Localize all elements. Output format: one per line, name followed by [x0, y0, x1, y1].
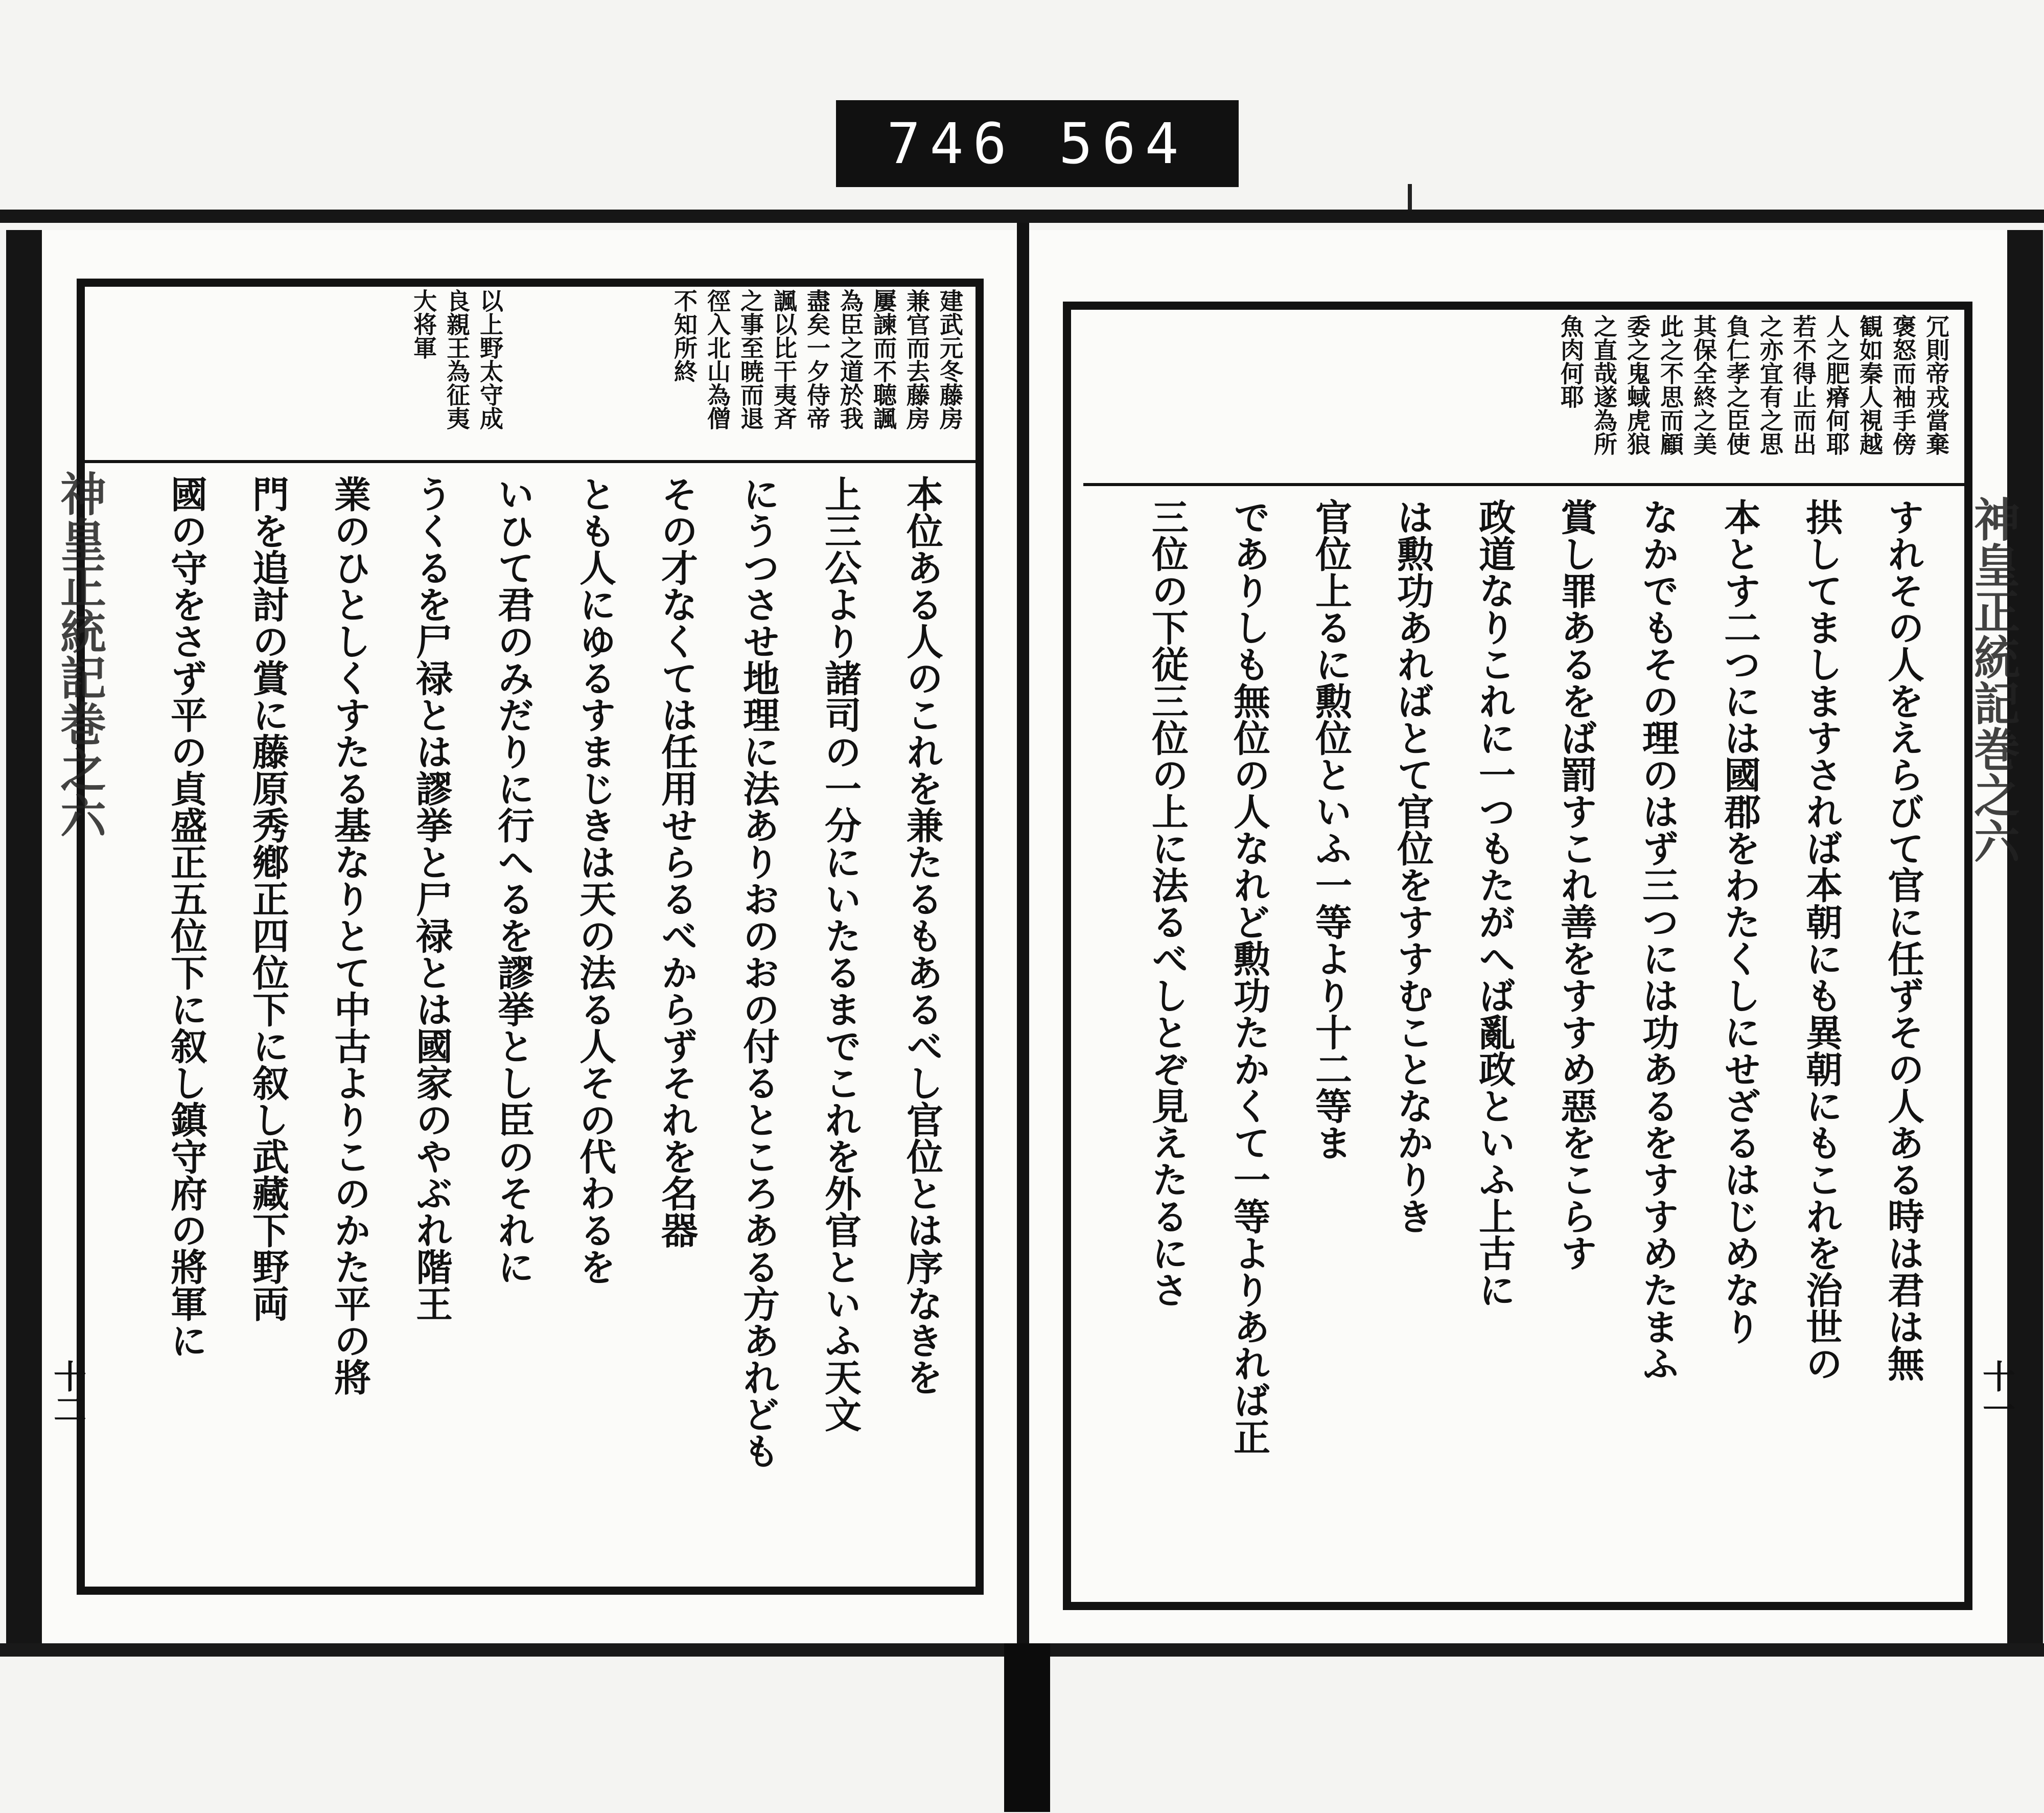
- right-body-col: 本とす二つには國郡をわたくしにせざるはじめなり: [1718, 498, 1761, 1345]
- right-header-divider: [1083, 483, 1972, 486]
- left-body-col: 業のひとしくすたる基なりとて中古よりこのかた平の將: [328, 475, 371, 1395]
- left-body-col: その才なくては任用せらるべからずそれを名器: [655, 475, 699, 1248]
- right-body-col: なかでもその理のはず三つには功あるをすすめたまふ: [1636, 498, 1680, 1382]
- left-note-col: 建武元冬藤房: [936, 289, 964, 430]
- left-note-col: 屢諫而不聴諷: [870, 289, 897, 430]
- right-margin-title: 神皇正統記巻之六: [1966, 496, 2020, 864]
- right-note-col: 観如秦人視越: [1856, 314, 1884, 455]
- left-note-col: 之事至暁而退: [737, 289, 764, 430]
- left-body-col: とも人にゆるすまじきは天の法る人その代わるを: [573, 475, 617, 1285]
- right-note-col: 褒怒而袖手傍: [1889, 314, 1917, 455]
- left-margin-title: 神皇正統記巻之六: [52, 470, 106, 838]
- right-body-col: 拱してましますされば本朝にも異朝にもこれを治世の: [1800, 498, 1843, 1382]
- left-body-col: うくるを尸禄とは謬挙と尸禄とは國家のやぶれ階王: [410, 475, 453, 1322]
- left-note-col: 不知所終: [670, 289, 698, 383]
- right-body-col: 官位上るに勲位といふ一等より十二等ま: [1309, 498, 1353, 1161]
- left-body-col: 上三公より諸司の一分にいたるまでこれを外官といふ天文: [819, 475, 862, 1432]
- left-note-col: 以上野太守成: [476, 289, 504, 430]
- right-note-col: 之直哉遂為所: [1590, 314, 1618, 455]
- right-note-col: 其保全終之美: [1690, 314, 1717, 455]
- right-note-col: 魚肉何耶: [1557, 314, 1585, 408]
- left-note-col: 盡矣一夕侍帝: [803, 289, 831, 430]
- left-body-col: いひて君のみだりに行へるを謬挙とし臣のそれに: [492, 475, 535, 1285]
- frame-number-label: 746 564: [836, 100, 1239, 187]
- right-body-col: でありしも無位の人なれど勲功たかくて一等よりあれば正: [1227, 498, 1271, 1455]
- right-note-col: 人之肥瘠何耶: [1823, 314, 1850, 455]
- left-note-col: 兼官而去藤房: [903, 289, 931, 430]
- right-note-col: 之亦宜有之思: [1756, 314, 1784, 455]
- right-body-col: 三位の下従三位の上に法るべしとぞ見えたるにさ: [1146, 498, 1189, 1308]
- left-body-col: 本位ある人のこれを兼たるもあるべし官位とは序なきを: [900, 475, 944, 1395]
- right-page-number: 十一: [1977, 1360, 2015, 1425]
- left-page-number: 十二: [48, 1360, 86, 1425]
- left-body-col: 國の守をさず平の貞盛正五位下に叙し鎮守府の將軍に: [165, 475, 208, 1359]
- spine-shadow: [1004, 1643, 1050, 1812]
- right-body-col: 賞し罪あるをば罰すこれ善をすすめ惡をこらす: [1554, 498, 1598, 1271]
- left-note-col: 諷以比干夷斉: [770, 289, 798, 430]
- left-note-col: 良親王為征夷: [443, 289, 471, 430]
- left-body-col: 門を追討の賞に藤原秀鄕正四位下に叙し武藏下野両: [246, 475, 290, 1322]
- left-body-col: にうつさせ地理に法ありおのおの付るところある方あれども: [737, 475, 780, 1469]
- left-note-col: 為臣之道於我: [837, 289, 864, 430]
- right-note-col: 冗則帝戎當棄: [1922, 314, 1950, 455]
- right-note-col: 委之鬼蜮虎狼: [1623, 314, 1651, 455]
- left-header-divider: [77, 460, 984, 463]
- right-note-col: 若不得止而出: [1790, 314, 1817, 455]
- book-spine: [1017, 223, 1029, 1646]
- right-body-col: は勲功あればとて官位をすすむことなかりき: [1391, 498, 1434, 1234]
- book-top-edge: [0, 210, 2044, 223]
- left-note-col: 徑入北山為僧: [704, 289, 731, 430]
- right-body-col: すれその人をえらびて官に任ずその人ある時は君は無: [1882, 498, 1925, 1382]
- left-note-col: 大将軍: [410, 289, 437, 359]
- right-body-col: 政道なりこれに一つもたがへば亂政といふ上古に: [1473, 498, 1516, 1308]
- right-note-col: 此之不思而顧: [1657, 314, 1684, 455]
- right-note-col: 負仁孝之臣使: [1723, 314, 1751, 455]
